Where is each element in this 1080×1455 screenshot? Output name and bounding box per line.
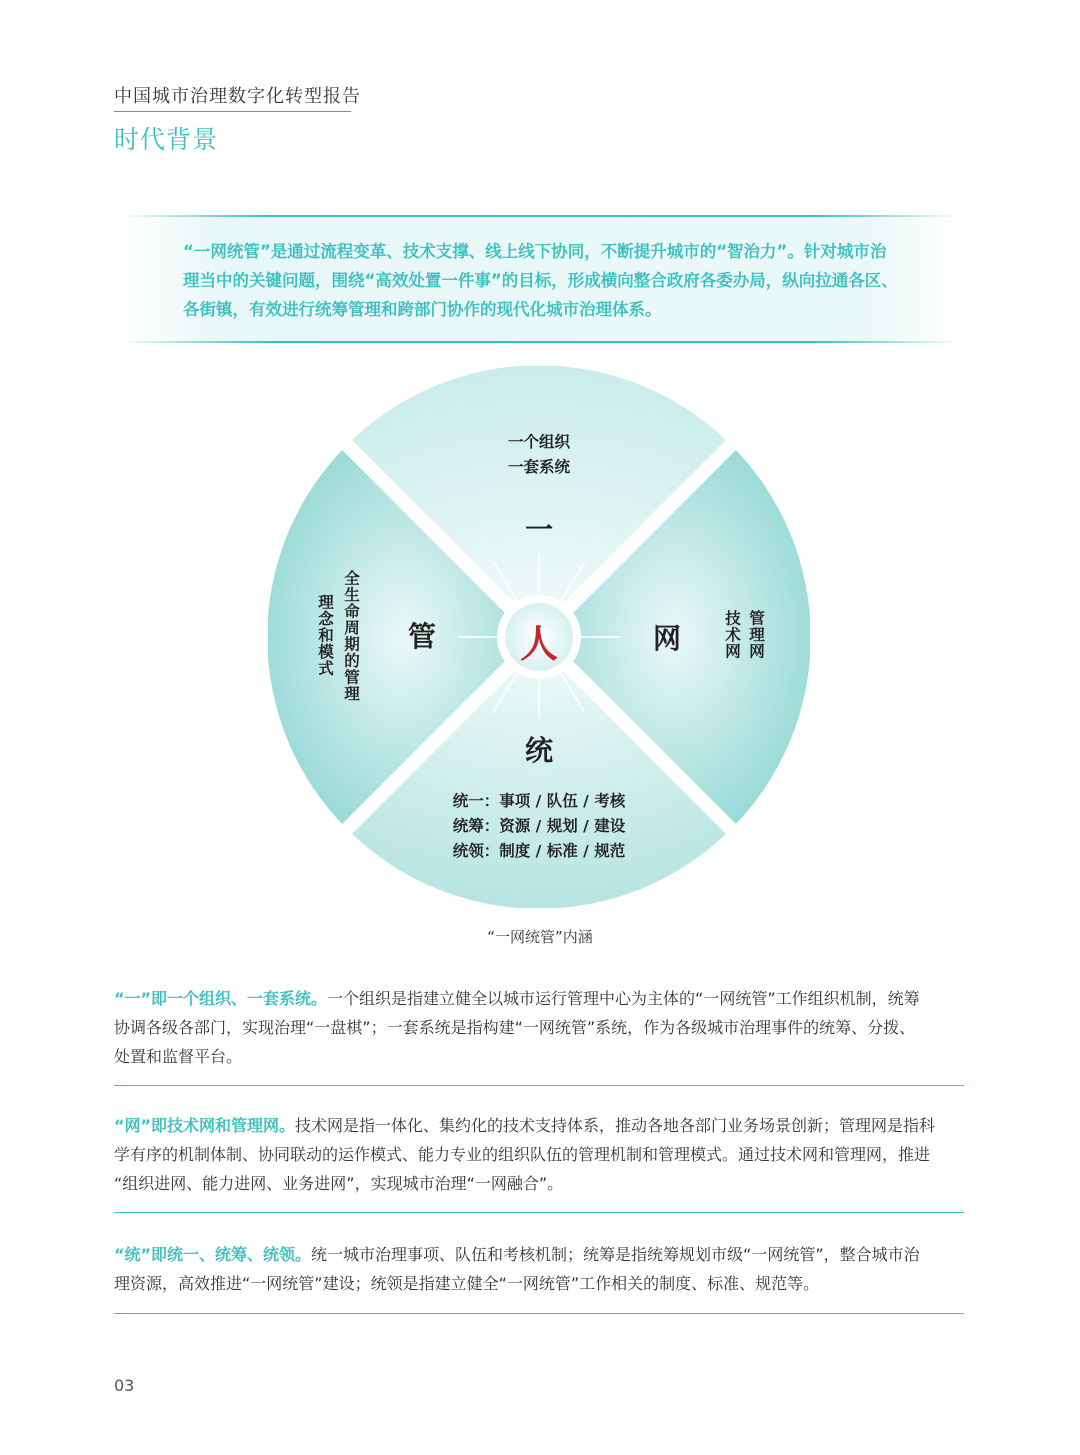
top-desc-line: 一个组织 [507, 433, 570, 451]
page-number: 03 [114, 1376, 135, 1395]
paragraph-tong [114, 1240, 966, 1298]
paragraph-text: “组织进网、能力进网、业务进网”，实现城市治理“一网融合”。 [114, 1174, 564, 1193]
right-desc-col1: 管理网 [747, 610, 765, 660]
concept-diagram [268, 366, 810, 908]
divider [114, 1212, 964, 1213]
top-char: 一 [524, 513, 553, 546]
paragraph-wang [114, 1111, 966, 1198]
right-char: 网 [652, 622, 681, 655]
intro-box [120, 215, 960, 343]
paragraph-text: 学有序的机制体制、协同联动的运作模式、能力专业的组织队伍的管理机制和管理模式。通过技术网和管理网，推进 [114, 1145, 931, 1164]
right-desc-col2: 技术网 [723, 610, 741, 660]
paragraph-text: 一个组织是指建立健全以城市运行管理中心为主体的“一网统管”工作组织机制，统筹 [327, 989, 920, 1008]
bottom-char: 统 [524, 734, 553, 767]
center-char: 人 [520, 622, 559, 666]
section-title: 时代背景 [114, 125, 219, 154]
title-divider [114, 111, 351, 112]
paragraph-text: 技术网是指一体化、集约化的技术支持体系，推动各地各部门业务场景创新；管理网是指科 [295, 1116, 936, 1135]
intro-line: 各街镇，有效进行统筹管理和跨部门协作的现代化城市治理体系。 [183, 300, 662, 319]
intro-line: 理当中的关键问题，围绕“高效处置一件事”的目标，形成横向整合政府各委办局，纵向拉通各区、 [183, 271, 898, 290]
paragraph-lead: “网”即技术网和管理网。 [114, 1116, 296, 1135]
divider [114, 1085, 964, 1086]
paragraph-text: 统一城市治理事项、队伍和考核机制；统筹是指统筹规划市级“一网统管”，整合城市治 [311, 1245, 920, 1264]
paragraph-lead: “统”即统一、统筹、统领。 [114, 1245, 312, 1264]
divider [114, 1313, 964, 1314]
bottom-desc-line: 统一：事项 / 队伍 / 考核 [452, 792, 626, 810]
paragraph-text: 理资源，高效推进“一网统管”建设；统领是指建立健全“一网统管”工作相关的制度、标准、规范等。 [114, 1274, 820, 1293]
report-title: 中国城市治理数字化转型报告 [114, 86, 361, 107]
paragraph-text: 处置和监督平台。 [114, 1047, 243, 1066]
diagram-caption: “一网统管”内涵 [487, 928, 593, 946]
bottom-desc-line: 统领：制度 / 标准 / 规范 [452, 842, 626, 860]
intro-text [183, 237, 908, 324]
top-desc-line: 一套系统 [507, 458, 570, 476]
left-desc-col1: 全生命周期的管理 [342, 570, 360, 702]
intro-line: “一网统管”是通过流程变革、技术支撑、线上线下协同，不断提升城市的“智治力”。针对城市治 [183, 242, 887, 261]
bottom-description [429, 789, 649, 864]
bottom-desc-line: 统筹：资源 / 规划 / 建设 [452, 817, 626, 835]
intro-bottom-line [120, 341, 960, 343]
left-char: 管 [407, 620, 436, 653]
paragraph-lead: “一”即一个组织、一套系统。 [114, 989, 328, 1008]
left-desc-col2: 理念和模式 [316, 594, 334, 677]
intro-top-line [120, 215, 960, 217]
top-description [479, 430, 599, 480]
paragraph-text: 协调各级各部门，实现治理“一盘棋”；一套系统是指构建“一网统管”系统，作为各级城市治理事件的统筹、分拨、 [114, 1018, 916, 1037]
paragraph-yi [114, 984, 966, 1071]
